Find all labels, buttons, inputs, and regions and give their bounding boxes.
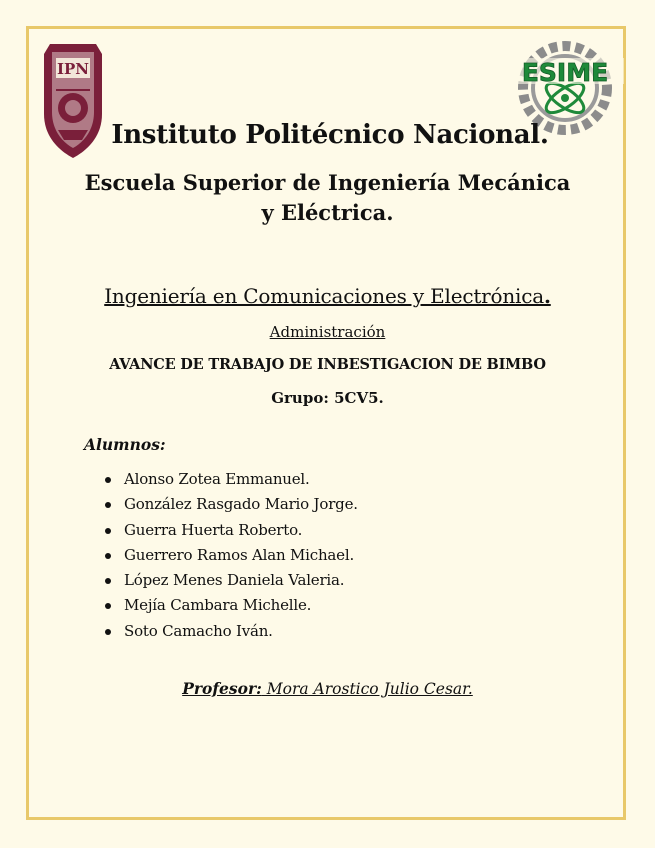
- school-name-line2: y Eléctrica.: [261, 200, 394, 225]
- ipn-logo-text: IPN: [56, 60, 90, 78]
- student-item: Guerra Huerta Roberto.: [104, 518, 358, 543]
- career-period: .: [543, 284, 551, 308]
- students-list: [104, 467, 358, 644]
- professor-line: [40, 679, 615, 698]
- professor-label: Profesor:: [182, 679, 262, 698]
- career-text: Ingeniería en Comunicaciones y Electrónica: [104, 284, 544, 308]
- student-item: Soto Camacho Iván.: [104, 619, 358, 644]
- student-item: Alonso Zotea Emmanuel.: [104, 467, 358, 492]
- student-item: Mejía Cambara Michelle.: [104, 593, 358, 618]
- ipn-logo: [36, 40, 110, 162]
- student-item: López Menes Daniela Valeria.: [104, 568, 358, 593]
- esime-logo-text: ESIME: [521, 58, 609, 87]
- institution-title: Instituto Politécnico Nacional.: [111, 120, 549, 150]
- students-heading: Alumnos:: [84, 435, 166, 454]
- career-name: [40, 284, 615, 308]
- group-label: Grupo: 5CV5.: [271, 389, 384, 407]
- professor-name: Mora Arostico Julio Cesar.: [261, 680, 473, 698]
- subject-name: Administración: [269, 323, 386, 341]
- work-title: AVANCE DE TRABAJO DE INBESTIGACION DE BIMBO: [109, 356, 546, 373]
- school-name: [60, 168, 595, 228]
- school-name-line1: Escuela Superior de Ingeniería Mecánica: [84, 170, 571, 195]
- student-item: González Rasgado Mario Jorge.: [104, 492, 358, 517]
- student-item: Guerrero Ramos Alan Michael.: [104, 543, 358, 568]
